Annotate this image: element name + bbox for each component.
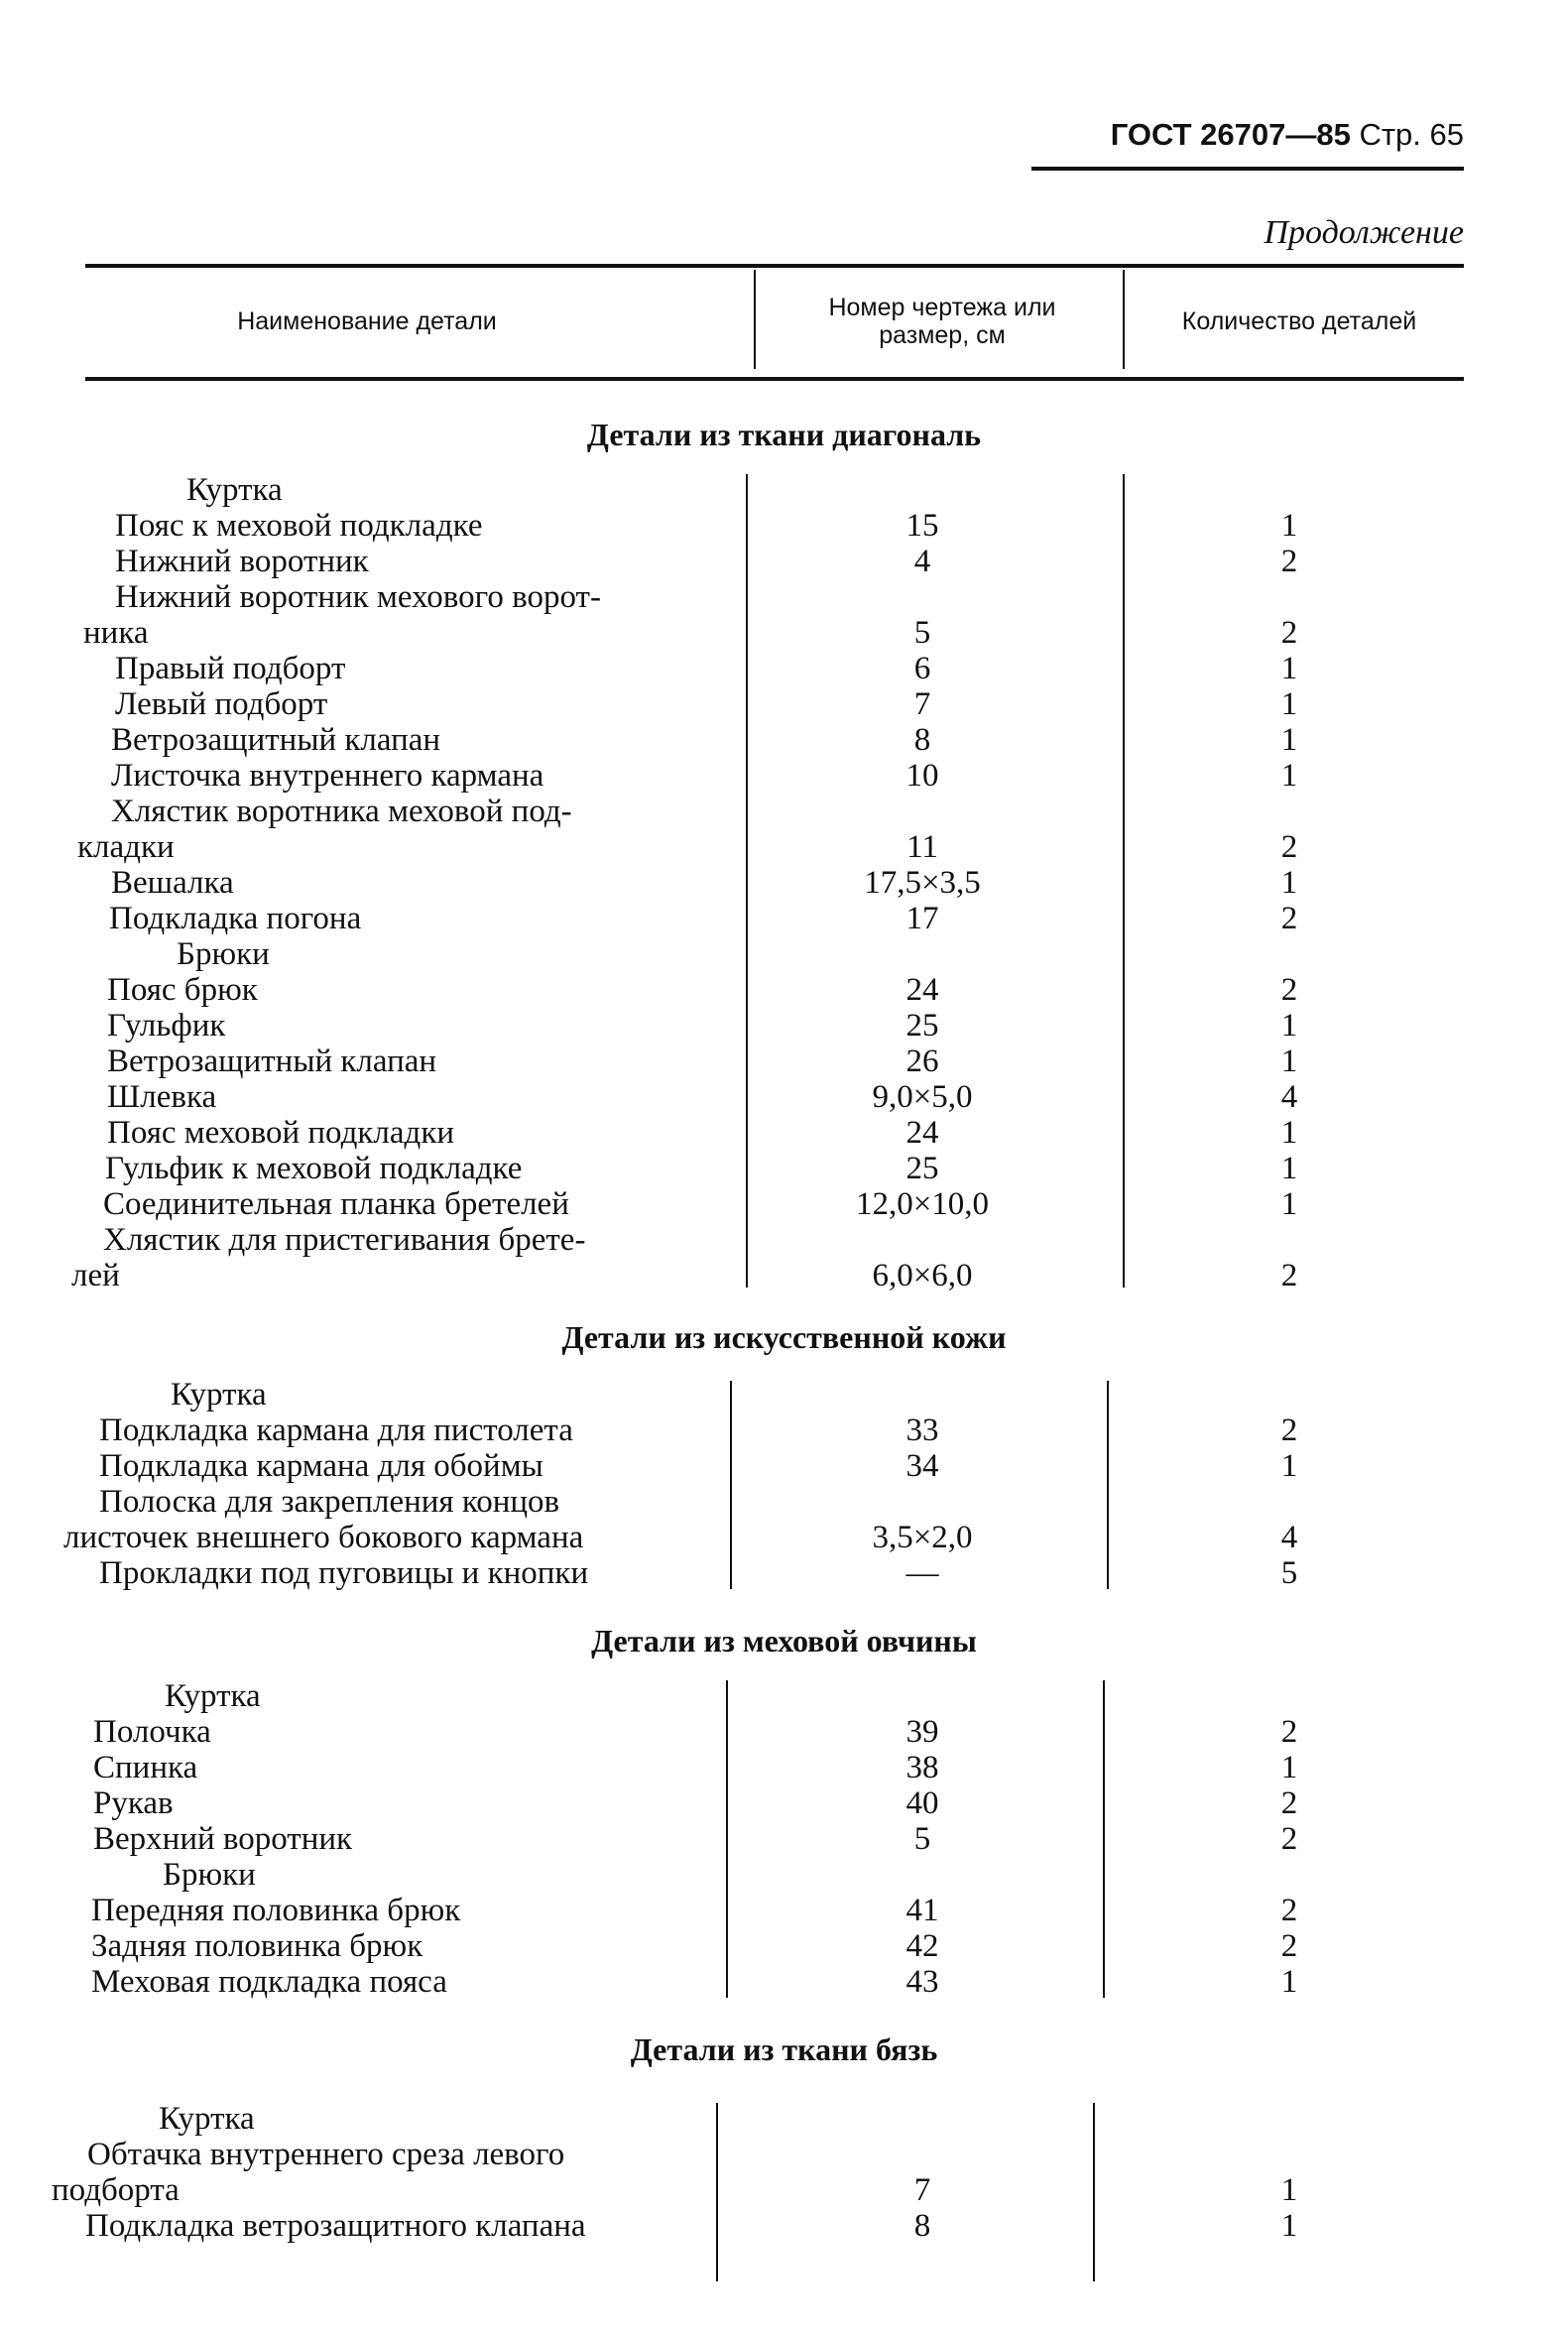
table-row [0, 1555, 1568, 1591]
part-quantity: 1 [1280, 1964, 1298, 2000]
part-name: кладки [77, 829, 175, 865]
table-row [0, 1857, 1568, 1893]
drawing-number: 34 [905, 1448, 939, 1484]
table-row [0, 1258, 1568, 1293]
part-name: Пояс брюк [107, 972, 258, 1008]
part-quantity: 2 [1280, 1928, 1298, 1964]
part-quantity: 2 [1280, 1413, 1298, 1448]
drawing-number: 41 [905, 1893, 939, 1928]
column-header-number-line1: Номер чертежа или [828, 294, 1056, 321]
part-quantity: 2 [1280, 1258, 1298, 1293]
table-top-rule [85, 264, 1464, 268]
table-row [0, 901, 1568, 936]
drawing-number: 15 [905, 508, 939, 544]
part-name: Ветрозащитный клапан [107, 1044, 437, 1079]
page-header [1031, 117, 1464, 153]
table-row [0, 829, 1568, 865]
table-row [0, 2137, 1568, 2172]
part-name: Подкладка кармана для обоймы [99, 1448, 543, 1484]
part-name: Брюки [177, 936, 270, 972]
part-name: Хлястик для пристегивания брете- [103, 1222, 586, 1258]
drawing-number: 4 [913, 544, 931, 579]
part-quantity: 2 [1280, 544, 1298, 579]
part-quantity: 1 [1280, 1151, 1298, 1186]
drawing-number: 24 [905, 1115, 939, 1151]
part-name: Полочка [93, 1714, 211, 1750]
table-row [0, 2208, 1568, 2244]
part-name: лей [71, 1258, 120, 1293]
part-quantity: 2 [1280, 615, 1298, 651]
part-quantity: 1 [1280, 722, 1298, 758]
table-row [0, 722, 1568, 758]
part-quantity: 1 [1280, 1008, 1298, 1044]
drawing-number: 10 [905, 758, 939, 794]
part-quantity: 1 [1280, 758, 1298, 794]
part-name: Листочка внутреннего кармана [111, 758, 544, 794]
table-row [0, 936, 1568, 972]
drawing-number: 25 [905, 1151, 939, 1186]
table-row [0, 1151, 1568, 1186]
drawing-number: 24 [905, 972, 939, 1008]
drawing-number: 3,5×2,0 [872, 1520, 973, 1555]
drawing-number: 11 [906, 829, 938, 865]
part-name: Куртка [171, 1377, 267, 1413]
part-quantity: 1 [1280, 1115, 1298, 1151]
part-name: Передняя половинка брюк [91, 1893, 461, 1928]
section-title: Детали из ткани диагональ [586, 417, 982, 452]
part-name: Полоска для закрепления концов [99, 1484, 560, 1520]
drawing-number: 26 [905, 1044, 939, 1079]
part-name: Нижний воротник мехового ворот- [115, 579, 601, 615]
column-header-qty: Количество деталей [1181, 307, 1417, 335]
drawing-number: 25 [905, 1008, 939, 1044]
part-quantity: 1 [1280, 651, 1298, 686]
part-name: Вешалка [111, 865, 234, 901]
section-title: Детали из ткани бязь [630, 2031, 938, 2067]
drawing-number: 17 [905, 901, 939, 936]
part-name: Меховая подкладка пояса [91, 1964, 447, 2000]
table-row [0, 758, 1568, 794]
drawing-number: 9,0×5,0 [872, 1079, 973, 1115]
table-row [0, 1964, 1568, 2000]
drawing-number: 38 [905, 1750, 939, 1785]
part-name: ника [83, 615, 149, 651]
drawing-number: 39 [905, 1714, 939, 1750]
column-header-name: Наименование детали [237, 307, 497, 335]
part-name: Пояс к меховой подкладке [115, 508, 483, 544]
table-row [0, 1893, 1568, 1928]
column-header-number [764, 294, 1121, 349]
drawing-number: 5 [913, 1821, 931, 1857]
header-divider [1123, 270, 1125, 369]
table-row [0, 1714, 1568, 1750]
drawing-number: — [905, 1555, 939, 1591]
table-row [0, 1678, 1568, 1714]
part-quantity: 1 [1280, 1044, 1298, 1079]
part-quantity: 1 [1280, 1186, 1298, 1222]
part-quantity: 1 [1280, 1448, 1298, 1484]
table-row [0, 1186, 1568, 1222]
part-quantity: 2 [1280, 972, 1298, 1008]
part-name: Подкладка кармана для пистолета [99, 1413, 573, 1448]
part-quantity: 5 [1280, 1555, 1298, 1591]
part-name: Верхний воротник [93, 1821, 353, 1857]
part-name: Куртка [165, 1678, 261, 1714]
drawing-number: 33 [905, 1413, 939, 1448]
table-row [0, 1377, 1568, 1413]
part-name: Куртка [186, 472, 283, 508]
table-row [0, 794, 1568, 829]
table-row [0, 508, 1568, 544]
table-row [0, 1222, 1568, 1258]
drawing-number: 6 [913, 651, 931, 686]
table-row [0, 972, 1568, 1008]
drawing-number: 8 [913, 722, 931, 758]
part-name: Подкладка погона [109, 901, 362, 936]
part-name: Спинка [93, 1750, 198, 1785]
part-name: подборта [52, 2172, 180, 2208]
drawing-number: 42 [905, 1928, 939, 1964]
table-row [0, 1044, 1568, 1079]
table-row [0, 2101, 1568, 2137]
table-row [0, 1008, 1568, 1044]
part-name: Хлястик воротника меховой под- [111, 794, 572, 829]
section-title: Детали из искусственной кожи [561, 1319, 1007, 1355]
part-quantity: 2 [1280, 901, 1298, 936]
part-quantity: 4 [1280, 1079, 1298, 1115]
table-row [0, 2172, 1568, 2208]
part-name: Соединительная планка бретелей [103, 1186, 569, 1222]
part-name: Нижний воротник [115, 544, 369, 579]
table-row [0, 686, 1568, 722]
header-rule [1031, 167, 1464, 171]
part-name: Куртка [159, 2101, 255, 2137]
part-name: Прокладки под пуговицы и кнопки [99, 1555, 589, 1591]
drawing-number: 43 [905, 1964, 939, 2000]
part-name: Подкладка ветрозащитного клапана [85, 2208, 586, 2244]
part-quantity: 1 [1280, 686, 1298, 722]
part-name: Брюки [163, 1857, 256, 1893]
part-name: Пояс меховой подкладки [107, 1115, 455, 1151]
table-row [0, 615, 1568, 651]
table-row [0, 651, 1568, 686]
table-row [0, 1821, 1568, 1857]
part-name: Гульфик [107, 1008, 226, 1044]
part-quantity: 1 [1280, 508, 1298, 544]
header-divider [754, 270, 756, 369]
part-quantity: 4 [1280, 1520, 1298, 1555]
part-name: Задняя половинка брюк [91, 1928, 423, 1964]
table-row [0, 579, 1568, 615]
part-quantity: 1 [1280, 2208, 1298, 2244]
drawing-number: 40 [905, 1785, 939, 1821]
part-name: Левый подборт [115, 686, 328, 722]
drawing-number: 7 [913, 686, 931, 722]
drawing-number: 12,0×10,0 [855, 1186, 990, 1222]
continuation-label: Продолжение [1264, 214, 1464, 251]
part-quantity: 2 [1280, 1785, 1298, 1821]
table-row [0, 1115, 1568, 1151]
table-row [0, 1928, 1568, 1964]
part-quantity: 2 [1280, 829, 1298, 865]
table-row [0, 1785, 1568, 1821]
table-row [0, 1079, 1568, 1115]
table-row [0, 472, 1568, 508]
part-quantity: 1 [1280, 865, 1298, 901]
drawing-number: 7 [913, 2172, 931, 2208]
table-header-bottom-rule [85, 377, 1464, 381]
standard-number: ГОСТ 26707—85 [1110, 117, 1351, 152]
table-row [0, 544, 1568, 579]
part-name: Правый подборт [115, 651, 346, 686]
table-row [0, 1448, 1568, 1484]
drawing-number: 8 [913, 2208, 931, 2244]
drawing-number: 5 [913, 615, 931, 651]
part-quantity: 2 [1280, 1821, 1298, 1857]
table-row [0, 1520, 1568, 1555]
part-name: Гульфик к меховой подкладке [105, 1151, 523, 1186]
part-name: Ветрозащитный клапан [111, 722, 441, 758]
part-name: листочек внешнего бокового кармана [63, 1520, 584, 1555]
table-row [0, 1413, 1568, 1448]
table-row [0, 1484, 1568, 1520]
part-name: Шлевка [107, 1079, 217, 1115]
part-quantity: 1 [1280, 1750, 1298, 1785]
column-header-number-line2: размер, см [879, 321, 1006, 349]
part-quantity: 2 [1280, 1893, 1298, 1928]
table-row [0, 865, 1568, 901]
part-quantity: 2 [1280, 1714, 1298, 1750]
part-quantity: 1 [1280, 2172, 1298, 2208]
table-row [0, 1750, 1568, 1785]
part-name: Обтачка внутреннего среза левого [87, 2137, 565, 2172]
drawing-number: 6,0×6,0 [872, 1258, 973, 1293]
drawing-number: 17,5×3,5 [864, 865, 981, 901]
section-title: Детали из меховой овчины [591, 1623, 977, 1659]
part-name: Рукав [93, 1785, 174, 1821]
page-number: Стр. 65 [1359, 117, 1464, 152]
